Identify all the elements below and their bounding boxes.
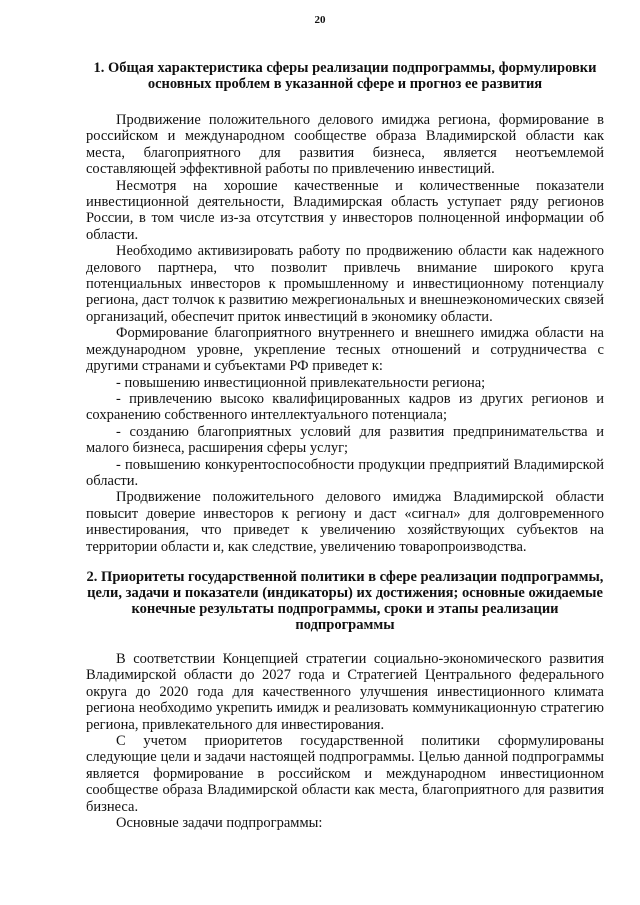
section-1-paragraph-1: Продвижение положительного делового имиджа региона, формирование в российском и международном сообществе образа Владимирской области как места, благоприятного для развития бизнеса, является неотъемлемой составляющей эффективной работы по привлечению инвестиций.: [86, 112, 604, 178]
section-1-paragraph-4: Формирование благоприятного внутреннего и внешнего имиджа области на международном уровне, укрепление тесных отношений и сотрудничества с другими странами и субъектами РФ приведет к:: [86, 325, 604, 375]
page-content: [86, 60, 604, 831]
section-1-closing-paragraph: Продвижение положительного делового имиджа Владимирской области повысит доверие инвесторов к региону и даст «сигнал» для долговременного инвестирования, что приведет к увеличению хозяйствующих субъектов на территории области и, как следствие, увеличению товаропроизводства.: [86, 489, 604, 555]
section-1-paragraph-2: Несмотря на хорошие качественные и количественные показатели инвестиционной деятельности, Владимирская область уступает ряду регионов России, в том числе из-за отсутствия у инвесторов полноценной информации об области.: [86, 177, 604, 243]
section-2-paragraph-1: В соответствии Концепцией стратегии социально-экономического развития Владимирской области до 2027 года и Стратегией Центрального федерального округа до 2020 года для качественного улучшения инвестиционного климата региона необходимо укрепить имидж и реализовать коммуникационную стратегию региона, привлекательного для инвестирования.: [86, 650, 604, 733]
page-number: 20: [314, 14, 326, 26]
list-item-4: - повышению конкурентоспособности продукции предприятий Владимирской области.: [86, 456, 604, 489]
list-item-3: - созданию благоприятных условий для развития предпринимательства и малого бизнеса, расширения сферы услуг;: [86, 423, 604, 457]
section-1-heading: 1. Общая характеристика сферы реализации подпрограммы, формулировки основных проблем в указанной сфере и прогноз ее развития: [93, 60, 597, 92]
section-1-paragraph-3: Необходимо активизировать работу по продвижению области как надежного делового партнера, что позволит привлечь внимание широкого круга потенциальных инвесторов к промышленному и инвестиционному потенциалу региона, даст толчок к развитию межрегиональных и внешнеэкономических связей организаций, обеспечит приток инвестиций в экономику области.: [86, 243, 604, 325]
list-item-2: - привлечению высоко квалифицированных кадров из других регионов и сохранению собственного интеллектуального потенциала;: [86, 390, 604, 424]
list-item-1: - повышению инвестиционной привлекательности региона;: [116, 374, 486, 391]
section-2-heading: 2. Приоритеты государственной политики в сфере реализации подпрограммы, цели, задачи и показатели (индикаторы) их достижения; основные ожидаемые конечные результаты подпрограммы, сроки и этапы реализации подпрограммы: [86, 568, 604, 633]
section-2-paragraph-3: Основные задачи подпрограммы:: [116, 815, 323, 832]
section-2-paragraph-2: С учетом приоритетов государственной политики сформулированы следующие цели и задачи настоящей подпрограммы. Целью данной подпрограммы является формирование в российском и международном инвестиционном сообществе образа Владимирской области как места, благоприятного для развития бизнеса.: [86, 733, 604, 815]
